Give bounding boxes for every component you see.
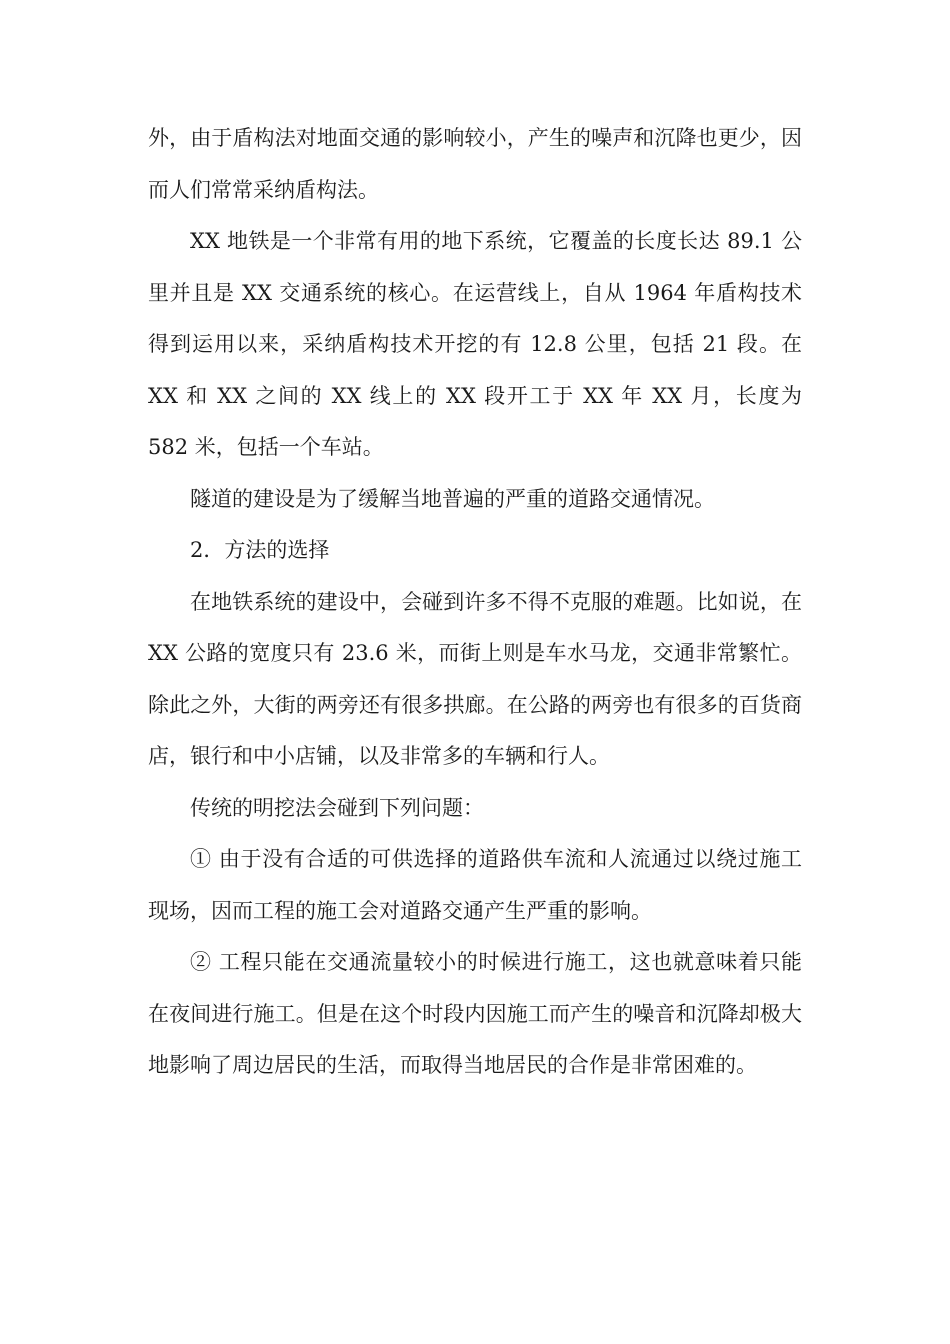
document-body [148,113,802,1092]
section-heading: 2．方法的选择 [190,538,330,562]
paragraph-1: 外，由于盾构法对地面交通的影响较小，产生的噪声和沉降也更少，因而人们常常采纳盾构法。 [148,126,802,202]
list-item-1: ① 由于没有合适的可供选择的道路供车流和人流通过以绕过施工现场，因而工程的施工会对道路交通产生严重的影响。 [148,847,802,923]
paragraph-2: XX 地铁是一个非常有用的地下系统，它覆盖的长度长达 89.1 公里并且是 XX 交通系统的核心。在运营线上，自从 1964 年盾构技术得到运用以来，采纳盾构技术开挖的有 12.8 公里，包括 21 段。在 XX 和 XX 之间的 XX 线上的 XX 段开工于 XX 年 XX 月，长度为 582 米，包括一个车站。 [148,229,802,459]
list-item-2: ② 工程只能在交通流量较小的时候进行施工，这也就意味着只能在夜间进行施工。但是在这个时段内因施工而产生的噪音和沉降却极大地影响了周边居民的生活，而取得当地居民的合作是非常困难的。 [148,950,802,1077]
paragraph-4: 在地铁系统的建设中，会碰到许多不得不克服的难题。比如说，在 XX 公路的宽度只有 23.6 米，而街上则是车水马龙，交通非常繁忙。除此之外，大街的两旁还有很多拱廊。在公路的两旁也有很多的百货商店，银行和中小店铺，以及非常多的车辆和行人。 [148,589,802,768]
paragraph-3: 隧道的建设是为了缓解当地普遍的严重的道路交通情况。 [190,486,715,511]
paragraph-5: 传统的明挖法会碰到下列问题： [190,795,484,820]
